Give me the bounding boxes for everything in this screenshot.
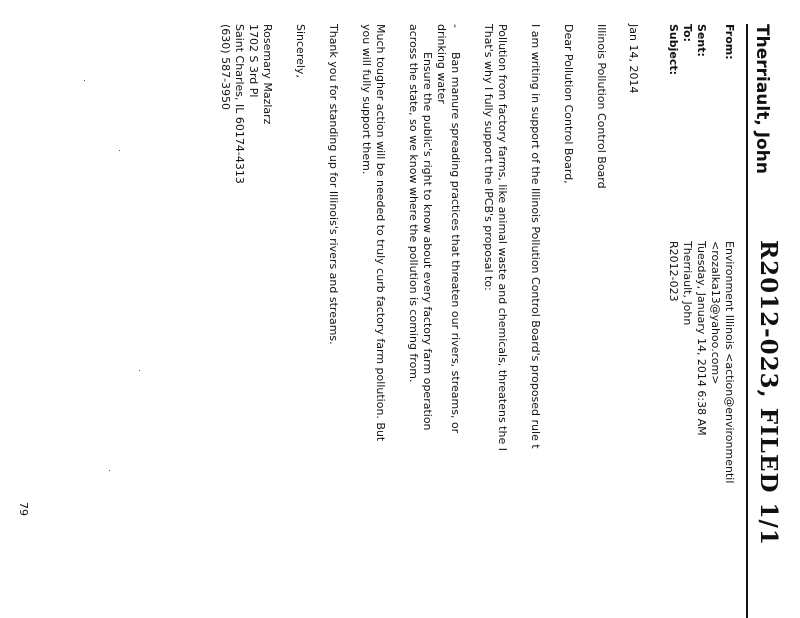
mailbox-owner-name: Therriault, John — [752, 24, 772, 174]
filed-stamp: R2012-023, FILED 1/1 — [755, 240, 782, 546]
bullet-1-line-1: Ban manure spreading practices that threaten our rivers, streams, or — [449, 52, 462, 434]
signature-city: Saint Charles, IL 60174-4313 — [233, 24, 246, 184]
paragraph-2-line-2: That's why I fully support the IPCB's proposal to: — [482, 24, 495, 291]
scan-speck — [109, 470, 110, 471]
signature-name: Rosemary Mazlarz — [261, 24, 274, 125]
paragraph-1: I am writing in support of the Illinois Pollution Control Board's proposed rule t — [529, 24, 542, 449]
from-label: From: — [723, 24, 736, 60]
letter-date: Jan 14, 2014 — [627, 24, 640, 94]
header-divider — [746, 24, 748, 618]
letter-salutation: Dear Pollution Control Board, — [562, 24, 575, 184]
to-label: To: — [681, 24, 694, 42]
letter-recipient: Illinois Pollution Control Board — [595, 24, 608, 189]
sent-label: Sent: — [695, 24, 708, 57]
bullet-2-line-2: across the state, so we know where the pollution is coming from. — [407, 24, 420, 383]
to-value: Therriault, John — [681, 241, 694, 326]
scan-speck — [84, 80, 85, 81]
signature-street: 1702 S 3rd Pl — [247, 24, 260, 98]
subject-value: R2012-023 — [667, 241, 680, 302]
paragraph-3-line-2: you will fully support them. — [360, 24, 373, 175]
from-value-email: <rozalka13@yahoo.com> — [709, 241, 722, 385]
letter-closing: Sincerely, — [294, 24, 307, 78]
bullet-2-line-1: Ensure the public's right to know about every factory farm operation — [421, 52, 434, 431]
paragraph-4: Thank you for standing up for Illinois's rivers and streams. — [327, 24, 340, 345]
subject-label: Subject: — [667, 24, 680, 76]
bullet-1-line-2: drinking water — [435, 24, 448, 104]
page-number: 79 — [17, 502, 30, 516]
paragraph-3-line-1: Much tougher action will be needed to truly curb factory farm pollution. But — [374, 24, 387, 442]
signature-phone: (630) 587-3950 — [219, 24, 232, 111]
bullet-1-marker: - — [449, 24, 462, 28]
from-value: Environment Illinois <action@environmentil — [723, 241, 736, 484]
scan-speck — [139, 370, 140, 371]
sent-value: Tuesday, January 14, 2014 6:38 AM — [695, 241, 708, 436]
paragraph-2-line-1: Pollution from factory farms, like animal waste and chemicals, threatens the I — [496, 24, 509, 451]
scan-speck — [119, 150, 120, 151]
